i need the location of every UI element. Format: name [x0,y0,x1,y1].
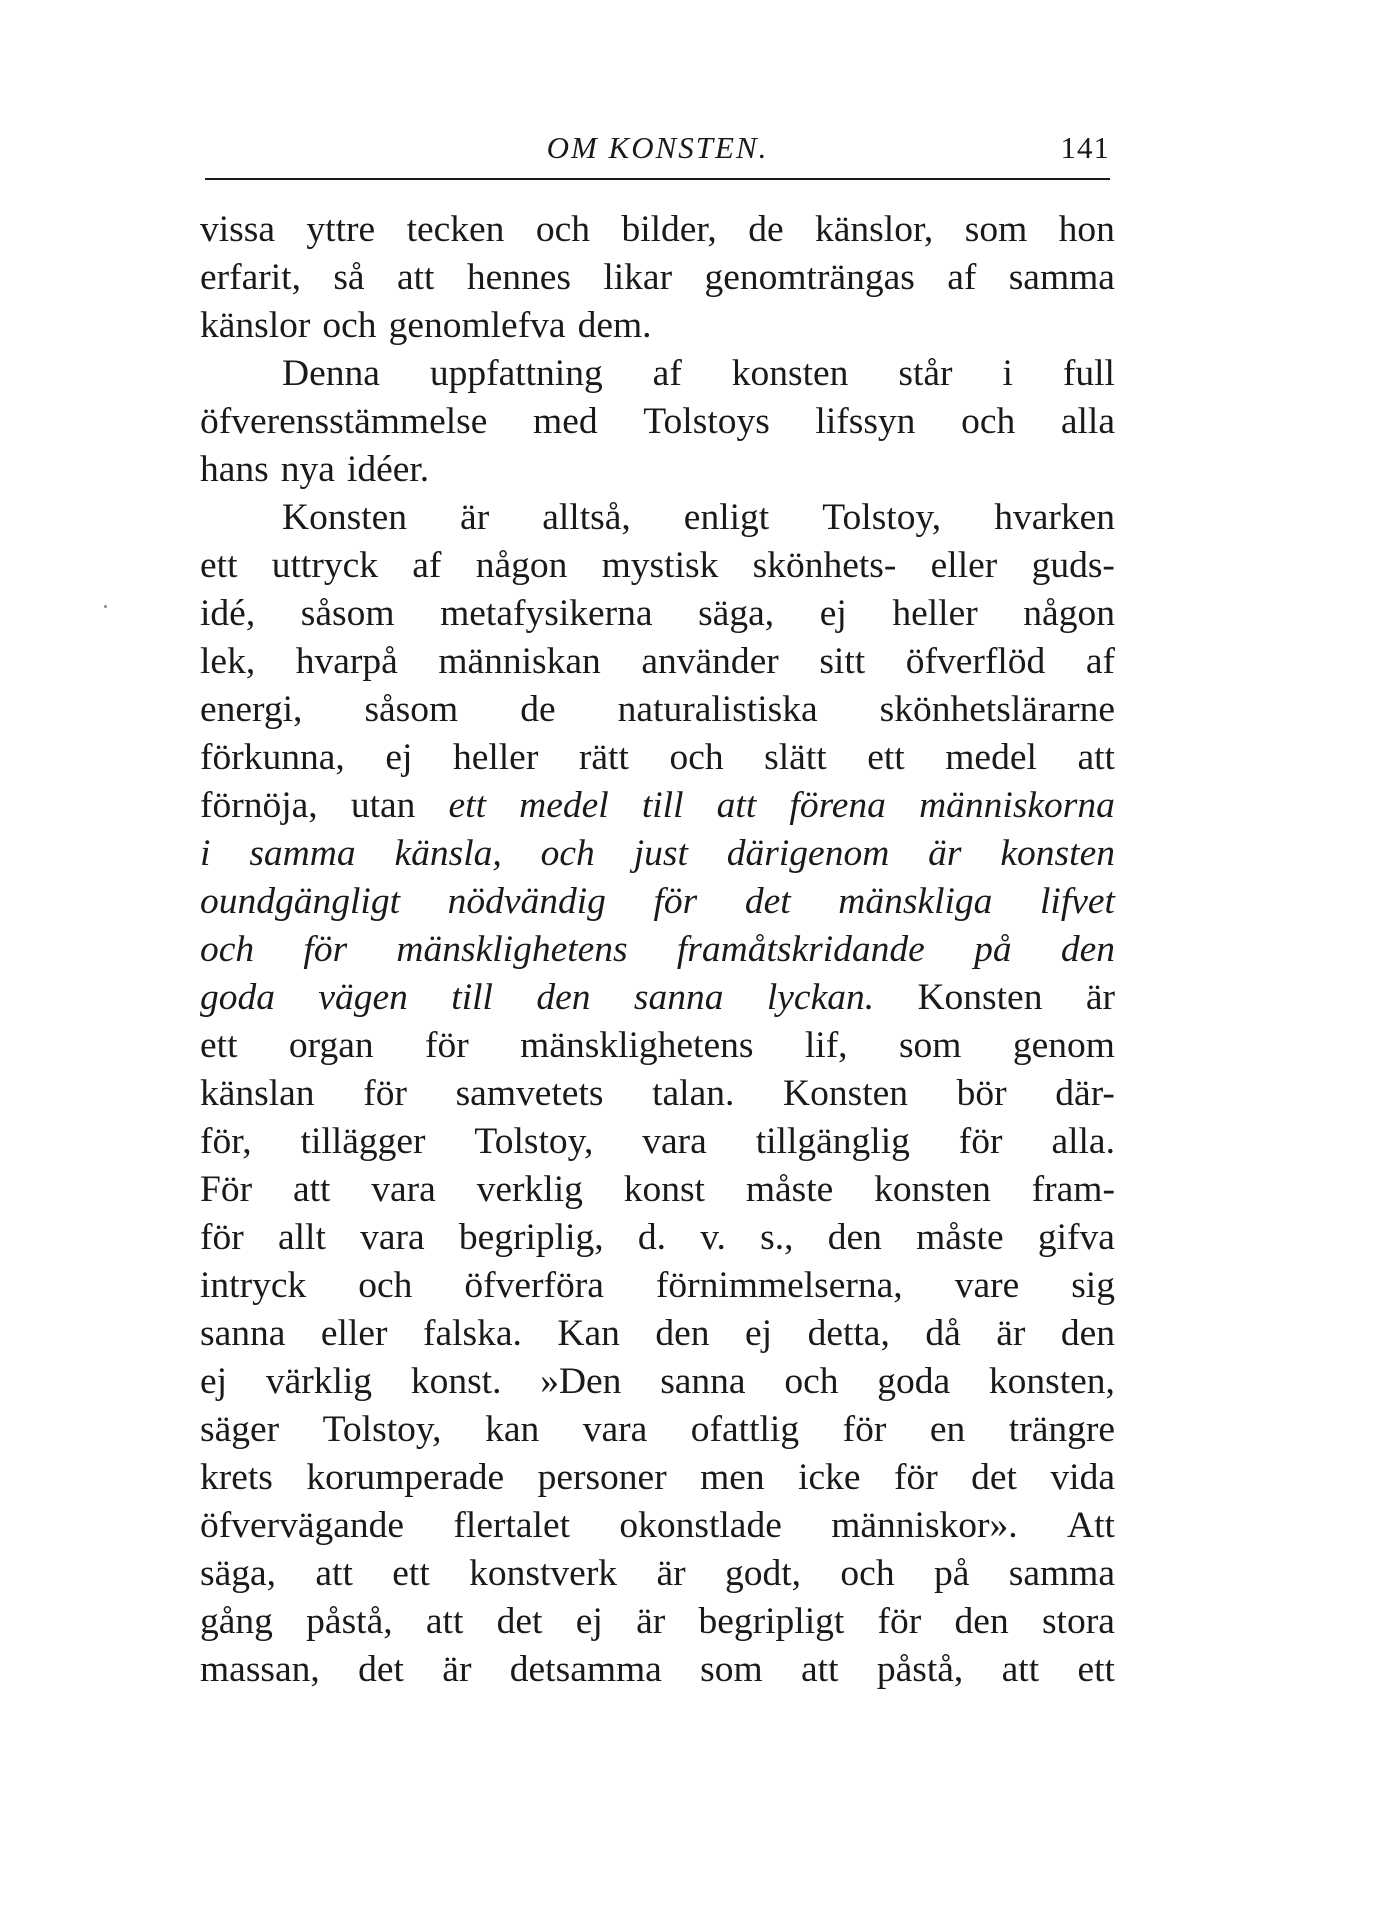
word: erfarit, [200,257,301,298]
word: ej [745,1313,773,1354]
word: alltså, [542,497,631,538]
word: alla. [1051,1121,1115,1162]
word: just [633,833,688,874]
word: ett [392,1553,430,1594]
word: för, [200,1121,252,1162]
word: energi, [200,689,303,730]
word: bilder, [621,209,717,250]
word: talan. [652,1073,735,1114]
word: goda [200,977,275,1018]
word: korumperade [306,1457,505,1498]
word: på [974,929,1012,970]
text-line [200,1502,1115,1550]
word: Tolstoy, [322,1409,442,1450]
word: det [358,1649,404,1690]
word: människor». [831,1505,1018,1546]
word: hvarken [994,497,1115,538]
word: nya [280,449,335,490]
word: på [933,1553,970,1594]
word: goda [877,1361,951,1402]
word: dem. [577,305,652,346]
word: af [947,257,977,298]
word: sanna [660,1361,746,1402]
running-title: OM KONSTEN. [546,130,769,165]
text-line [200,1214,1115,1262]
text-line [200,494,1115,542]
word: är [996,1313,1026,1354]
word: lif, [804,1025,848,1066]
text-line [200,878,1115,926]
word: mänskliga [838,881,993,922]
text-line [200,1454,1115,1502]
word: organ [288,1025,374,1066]
text-line [200,1550,1115,1598]
word: det [971,1457,1017,1498]
word: som [964,209,1028,250]
word: skönhetslärarne [879,689,1115,730]
word: vara [371,1169,436,1210]
word: såsom [364,689,459,730]
word: verklig [476,1169,583,1210]
word: utan [350,785,416,826]
word: alla [1060,401,1115,442]
word: känsla, [394,833,502,874]
word: slätt [764,737,827,778]
word: den [1060,929,1115,970]
word: för [200,1217,244,1258]
word: för [894,1457,938,1498]
word: metafysikerna [440,593,653,634]
text-line [200,206,1115,254]
word: heller [452,737,539,778]
word: vägen [318,977,408,1018]
word: Tolstoy, [822,497,942,538]
word: är [1085,977,1115,1018]
word: begriplig, [458,1217,604,1258]
word: för [958,1121,1003,1162]
word: ett [1077,1649,1115,1690]
word: i [200,833,211,874]
word: för [425,1025,469,1066]
word: bör [956,1073,1007,1114]
word: öfverensstämmelse [200,401,488,442]
text-line [200,638,1115,686]
word: att [716,785,757,826]
word: detsamma [509,1649,662,1690]
word: eller [930,545,998,586]
word: heller [892,593,978,634]
word: konsten [874,1169,991,1210]
word: använder [641,641,779,682]
word: det [744,881,791,922]
word: icke [798,1457,861,1498]
word: att [425,1601,464,1642]
word: den [954,1601,1009,1642]
word: konsten, [988,1361,1115,1402]
word: idéer. [346,449,430,490]
word: till [641,785,684,826]
word: den [827,1217,882,1258]
word: v. [700,1217,726,1258]
running-head [205,126,1110,178]
word: för [653,881,698,922]
word: vissa [200,209,275,250]
word: öfvervägande [200,1505,405,1546]
word: samma [1008,1553,1115,1594]
text-line [200,542,1115,590]
word: guds- [1031,545,1115,586]
word: lifssyn [815,401,916,442]
word: och [840,1553,895,1594]
word: då [925,1313,961,1354]
word: nödvändig [447,881,606,922]
word: Tolstoys [643,401,770,442]
word: yttre [306,209,376,250]
word: såsom [300,593,395,634]
word: någon [475,545,568,586]
body-text [200,206,1115,1694]
word: d. [637,1217,666,1258]
page-number: 141 [1060,130,1110,165]
word: detta, [807,1313,890,1354]
word: genomlefva [388,305,566,346]
word: sanna [633,977,724,1018]
word: att [1001,1649,1040,1690]
text-line [200,926,1115,974]
word: sanna [200,1313,286,1354]
word: rätt [578,737,629,778]
word: att [1077,737,1115,778]
word: känslor, [815,209,934,250]
word: medel [945,737,1037,778]
word: människan [438,641,601,682]
word: och [669,737,724,778]
print-speck [104,605,107,608]
word: tecken [406,209,505,250]
word: för [877,1601,922,1642]
text-line [200,302,1115,350]
word: trängre [1008,1409,1115,1450]
text-line [200,974,1115,1022]
word: är [442,1649,472,1690]
word: det [496,1601,543,1642]
word: »Den [540,1361,622,1402]
word: vara [582,1409,648,1450]
word: krets [200,1457,273,1498]
word: ej [200,1361,228,1402]
text-line [200,1166,1115,1214]
word: ofattlig [690,1409,800,1450]
word: som [700,1649,763,1690]
word: Att [1067,1505,1115,1546]
word: af [1085,641,1115,682]
header-rule [205,178,1110,180]
word: de [748,209,784,250]
word: och [200,929,255,970]
word: hans [200,449,269,490]
word: medel [519,785,609,826]
word: uppfattning [429,353,603,394]
word: oundgängligt [200,881,401,922]
word: förkunna, [200,737,345,778]
text-line [200,686,1115,734]
text-line [200,350,1115,398]
word: konsten [1000,833,1115,874]
word: ej [819,593,847,634]
word: värklig [265,1361,373,1402]
word: för [363,1073,407,1114]
word: så [333,257,365,298]
word: gifva [1037,1217,1115,1258]
text-line [200,1646,1115,1694]
word: den [1060,1313,1115,1354]
word: För [200,1169,253,1210]
word: som [898,1025,962,1066]
word: lifvet [1040,881,1115,922]
word: konsten [731,353,849,394]
word: mänsklighetens [396,929,628,970]
word: genomträngas [704,257,915,298]
word: flertalet [453,1505,571,1546]
word: och [358,1265,413,1306]
word: enligt [683,497,770,538]
word: ett [448,785,487,826]
word: sitt [819,641,866,682]
word: förnimmelserna, [655,1265,903,1306]
word: konst. [410,1361,502,1402]
word: Kan [557,1313,620,1354]
word: och [535,209,591,250]
word: att [801,1649,839,1690]
word: stora [1041,1601,1115,1642]
word: ej [575,1601,603,1642]
word: tillgänglig [755,1121,910,1162]
text-line [200,398,1115,446]
word: är [636,1601,666,1642]
word: konstverk [469,1553,618,1594]
word: naturalistiska [617,689,818,730]
word: för [842,1409,887,1450]
word: är [928,833,962,874]
word: personer [537,1457,667,1498]
word: af [652,353,682,394]
word: eller [320,1313,388,1354]
word: vara [642,1121,707,1162]
word: framåtskridande [676,929,925,970]
text-line [200,1262,1115,1310]
word: ej [385,737,413,778]
word: samma [1008,257,1115,298]
word: påstå, [306,1601,393,1642]
word: vida [1050,1457,1115,1498]
word: är [460,497,490,538]
word: måste [916,1217,1004,1258]
word: samvetets [455,1073,604,1114]
word: lek, [200,641,256,682]
word: ett [200,1025,238,1066]
word: och [322,305,377,346]
word: full [1062,353,1115,394]
word: Tolstoy, [474,1121,594,1162]
word: genom [1012,1025,1115,1066]
word: människorna [919,785,1115,826]
word: en [929,1409,966,1450]
word: mänsklighetens [520,1025,754,1066]
word: säger [200,1409,280,1450]
word: idé, [200,593,256,634]
word: gång [200,1601,273,1642]
word: förena [789,785,886,826]
word: massan, [200,1649,320,1690]
word: lyckan. [766,977,875,1018]
word: de [520,689,556,730]
word: af [412,545,442,586]
word: ett [200,545,238,586]
word: i [1002,353,1013,394]
word: öfverföra [464,1265,604,1306]
word: vara [360,1217,425,1258]
text-line [200,1022,1115,1070]
word: begripligt [698,1601,845,1642]
word: och [784,1361,839,1402]
word: vare [954,1265,1020,1306]
word: godt, [724,1553,802,1594]
text-line [200,1070,1115,1118]
word: öfverflöd [905,641,1046,682]
word: känslan [200,1073,315,1114]
text-line [200,1406,1115,1454]
word: skönhets- [752,545,897,586]
text-line [200,1310,1115,1358]
word: konst [623,1169,705,1210]
word: okonstlade [619,1505,782,1546]
word: måste [745,1169,834,1210]
text-line [200,782,1115,830]
word: intryck [200,1265,307,1306]
word: likar [603,257,673,298]
word: att [396,257,435,298]
text-line [200,1598,1115,1646]
word: är [656,1553,686,1594]
word: sig [1071,1265,1115,1306]
text-line [200,590,1115,638]
word: tillägger [300,1121,426,1162]
word: säga, [200,1553,277,1594]
text-line [200,1118,1115,1166]
word: hennes [466,257,571,298]
word: fram- [1031,1169,1115,1210]
word: förnöja, [200,785,318,826]
word: uttryck [271,545,378,586]
text-line [200,1358,1115,1406]
word: hvarpå [295,641,398,682]
word: allt [277,1217,326,1258]
word: kan [485,1409,540,1450]
word: Konsten [282,497,407,538]
word: därigenom [726,833,890,874]
word: mystisk [601,545,719,586]
word: till [451,977,493,1018]
word: Denna [282,353,380,394]
word: säga, [698,593,775,634]
word: s., [760,1217,794,1258]
word: för [303,929,348,970]
word: hon [1058,209,1115,250]
word: den [655,1313,710,1354]
word: påstå, [876,1649,964,1690]
word: falska. [422,1313,522,1354]
word: att [315,1553,353,1594]
word: att [292,1169,331,1210]
word: ett [867,737,905,778]
text-line [200,734,1115,782]
word: samma [249,833,356,874]
text-line [200,446,1115,494]
word: och [961,401,1016,442]
word: känslor [200,305,311,346]
word: Konsten [783,1073,909,1114]
word: men [700,1457,765,1498]
word: står [898,353,953,394]
word: den [536,977,591,1018]
word: där- [1055,1073,1115,1114]
word: och [540,833,595,874]
text-line [200,254,1115,302]
word: med [533,401,598,442]
text-line [200,830,1115,878]
word: Konsten [917,977,1043,1018]
word: någon [1023,593,1115,634]
